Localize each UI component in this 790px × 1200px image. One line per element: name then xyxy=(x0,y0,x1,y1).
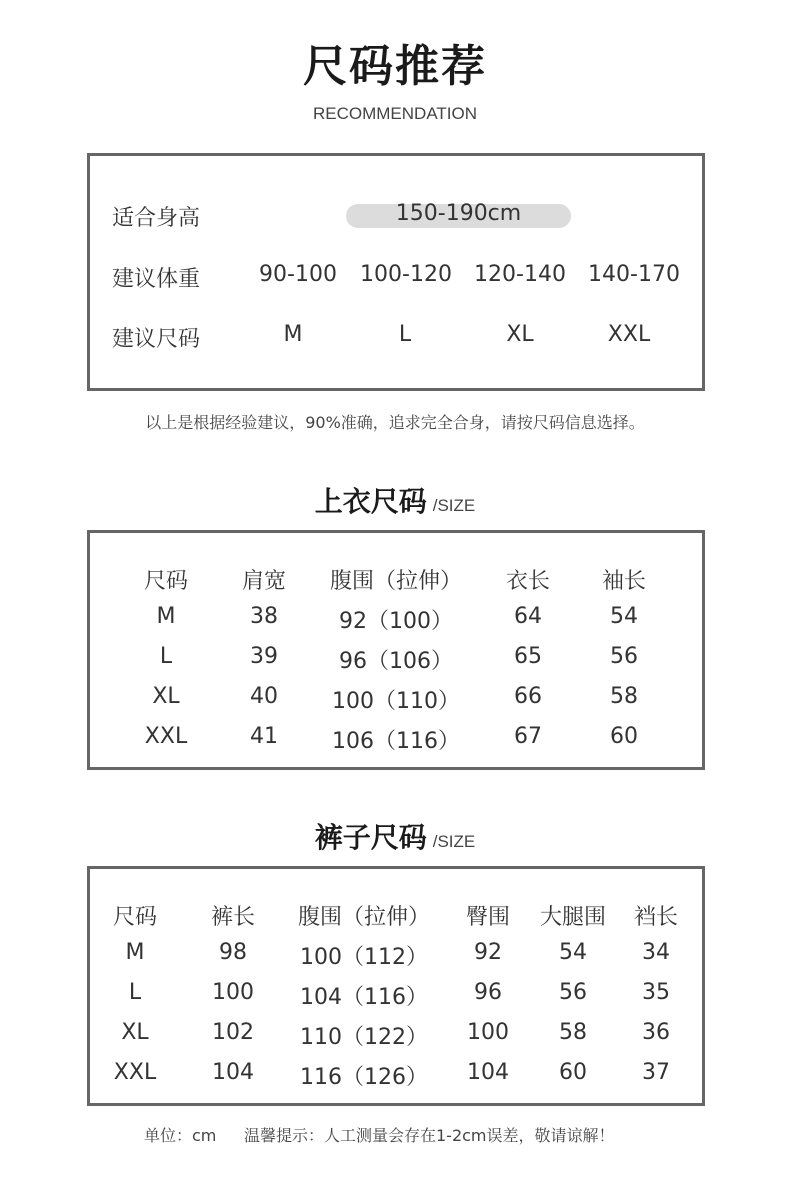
table-cell: 34 xyxy=(642,940,670,965)
table-cell: 54 xyxy=(610,604,638,629)
table-cell: 116（126） xyxy=(300,1065,428,1090)
table-cell: 104（116） xyxy=(300,985,428,1010)
table-cell: L xyxy=(128,980,142,1005)
table-header-cell: 腹围（拉伸） xyxy=(329,569,462,594)
table-cell: 64 xyxy=(514,604,542,629)
table-header-cell: 袖长 xyxy=(601,569,646,594)
table-cell: 60 xyxy=(559,1060,587,1085)
size-value: XL xyxy=(506,322,534,347)
table-cell: 35 xyxy=(642,980,670,1005)
weight-value: 90-100 xyxy=(259,262,337,287)
weight-value: 100-120 xyxy=(360,262,452,287)
table-cell: 54 xyxy=(559,940,587,965)
table-cell: 100（110） xyxy=(332,689,460,714)
table-cell: 38 xyxy=(250,604,278,629)
weight-value: 120-140 xyxy=(474,262,566,287)
table-header-cell: 肩宽 xyxy=(241,569,286,594)
unit-label: 单位：cm xyxy=(144,1126,217,1145)
top-section-title: 上衣尺码 xyxy=(314,485,427,518)
table-cell: 96 xyxy=(474,980,502,1005)
pants-section-heading xyxy=(0,816,790,856)
table-cell: 65 xyxy=(514,644,542,669)
table-cell: 67 xyxy=(514,724,542,749)
table-cell: 110（122） xyxy=(300,1025,428,1050)
size-value: L xyxy=(398,322,412,347)
page-subtitle: RECOMMENDATION xyxy=(312,104,477,123)
weight-value: 140-170 xyxy=(588,262,680,287)
table-cell: 39 xyxy=(250,644,278,669)
table-header-cell: 臀围 xyxy=(465,905,510,930)
table-cell: 100 xyxy=(467,1020,509,1045)
table-cell: 100（112） xyxy=(300,945,428,970)
table-header-cell: 尺码 xyxy=(143,569,188,594)
table-cell: XXL xyxy=(144,724,188,749)
table-header-cell: 裤长 xyxy=(210,905,255,930)
table-cell: 41 xyxy=(250,724,278,749)
table-cell: 36 xyxy=(642,1020,670,1045)
table-cell: 56 xyxy=(559,980,587,1005)
table-cell: 92（100） xyxy=(339,609,453,634)
top-section-heading xyxy=(0,480,790,520)
measurement-tip: 温馨提示：人工测量会存在1-2cm误差，敬请谅解！ xyxy=(244,1126,615,1145)
table-cell: XXL xyxy=(113,1060,157,1085)
recommendation-note: 以上是根据经验建议，90%准确，追求完全合身，请按尺码信息选择。 xyxy=(145,413,645,432)
height-label: 适合身高 xyxy=(112,206,201,231)
table-cell: 106（116） xyxy=(332,729,460,754)
table-cell: 104 xyxy=(467,1060,509,1085)
height-value: 150-190cm xyxy=(395,201,522,226)
table-cell: 100 xyxy=(212,980,254,1005)
table-header-cell: 腹围（拉伸） xyxy=(297,905,430,930)
table-cell: 58 xyxy=(610,684,638,709)
table-cell: XL xyxy=(121,1020,149,1045)
size-label: 建议尺码 xyxy=(112,327,201,352)
weight-label: 建议体重 xyxy=(112,267,201,292)
table-cell: 60 xyxy=(610,724,638,749)
page-title: 尺码推荐 xyxy=(303,41,487,92)
table-cell: M xyxy=(125,940,145,965)
top-section-suffix: /SIZE xyxy=(432,496,476,515)
table-cell: 58 xyxy=(559,1020,587,1045)
table-cell: 66 xyxy=(514,684,542,709)
table-cell: 37 xyxy=(642,1060,670,1085)
table-cell: 104 xyxy=(212,1060,254,1085)
table-cell: 102 xyxy=(212,1020,254,1045)
pants-section-suffix: /SIZE xyxy=(432,832,476,851)
table-header-cell: 大腿围 xyxy=(539,905,606,930)
size-value: M xyxy=(283,322,303,347)
table-cell: 56 xyxy=(610,644,638,669)
pants-section-title: 裤子尺码 xyxy=(314,821,427,854)
table-cell: 98 xyxy=(219,940,247,965)
table-header-cell: 衣长 xyxy=(505,569,550,594)
table-cell: 96（106） xyxy=(339,649,453,674)
table-cell: 40 xyxy=(250,684,278,709)
table-cell: 92 xyxy=(474,940,502,965)
table-cell: XL xyxy=(152,684,180,709)
size-value: XXL xyxy=(607,322,651,347)
table-cell: L xyxy=(159,644,173,669)
table-header-cell: 尺码 xyxy=(112,905,157,930)
table-header-cell: 裆长 xyxy=(633,905,678,930)
table-cell: M xyxy=(156,604,176,629)
